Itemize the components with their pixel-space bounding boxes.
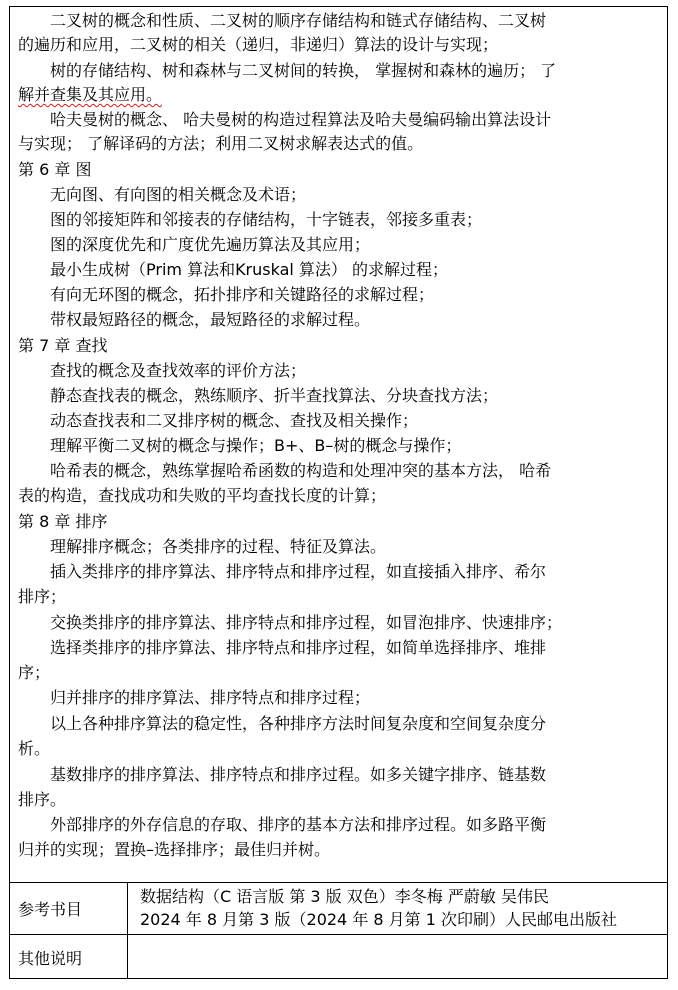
content-line: 最小生成树（Prim 算法和Kruskal 算法） 的求解过程； xyxy=(18,260,449,279)
content-line: 哈希表的概念，熟练掌握哈希函数的构造和处理冲突的基本方法， 哈希 xyxy=(18,461,552,480)
content-line: 选择类排序的排序算法、排序特点和排序过程，如简单选择排序、堆排 xyxy=(18,638,547,657)
reference-edition-line: 2024 年 8 月第 3 版（2024 年 8 月第 1 次印刷）人民邮电出版社 xyxy=(140,910,618,929)
chapter-heading: 第 7 章 查找 xyxy=(18,336,108,355)
content-line: 表的构造，查找成功和失败的平均查找长度的计算； xyxy=(18,486,387,505)
content-line: 静态查找表的概念，熟练顺序、折半查找算法、分块查找方法； xyxy=(18,386,499,405)
content-line: 树的存储结构、树和森林与二叉树间的转换， 掌握树和森林的遍历； 了 xyxy=(18,61,557,80)
content-line: 理解排序概念；各类排序的过程、特征及算法。 xyxy=(18,537,387,556)
content-line: 图的邻接矩阵和邻接表的存储结构，十字链表，邻接多重表； xyxy=(18,210,483,229)
content-line: 序； xyxy=(18,663,51,682)
references-row xyxy=(10,883,667,935)
content-line: 无向图、有向图的相关概念及术语； xyxy=(18,185,307,204)
content-line: 二叉树的概念和性质、二叉树的顺序存储结构和链式存储结构、二叉树 xyxy=(18,11,547,30)
content-line: 归并排序的排序算法、排序特点和排序过程； xyxy=(18,688,371,707)
content-line: 基数排序的排序算法、排序特点和排序过程。如多关键字排序、链基数 xyxy=(18,765,547,784)
content-line: 图的深度优先和广度优先遍历算法及其应用； xyxy=(18,235,371,254)
syllabus-content-cell xyxy=(10,7,667,883)
content-line: 插入类排序的排序算法、排序特点和排序过程，如直接插入排序、希尔 xyxy=(18,562,547,581)
content-line: 归并的实现；置换–选择排序；最佳归并树。 xyxy=(18,840,331,859)
content-line: 与实现； 了解译码的方法；利用二叉树求解表达式的值。 xyxy=(18,134,424,153)
chapter-heading: 第 6 章 图 xyxy=(18,160,92,179)
references-label: 参考书目 xyxy=(10,883,128,934)
content-line: 以上各种排序算法的稳定性，各种排序方法时间复杂度和空间复杂度分 xyxy=(18,714,547,733)
content-line: 交换类排序的排序算法、排序特点和排序过程，如冒泡排序、快速排序； xyxy=(18,613,563,632)
content-line: 动态查找表和二叉排序树的概念、查找及相关操作； xyxy=(18,411,419,430)
content-line: 排序； xyxy=(18,587,67,606)
content-line: 解并查集及其应用。 xyxy=(18,85,163,104)
content-line: 带权最短路径的概念，最短路径的求解过程。 xyxy=(18,310,371,329)
syllabus-table xyxy=(9,6,668,979)
content-line: 排序。 xyxy=(18,790,67,809)
reference-book-line: 数据结构（C 语言版 第 3 版 双色）李冬梅 严蔚敏 吴伟民 xyxy=(140,887,549,906)
content-line: 外部排序的外存信息的存取、排序的基本方法和排序过程。如多路平衡 xyxy=(18,815,547,834)
content-line: 查找的概念及查找效率的评价方法； xyxy=(18,361,307,380)
content-line: 析。 xyxy=(18,739,51,758)
content-line: 有向无环图的概念，拓扑排序和关键路径的求解过程； xyxy=(18,285,435,304)
other-notes-row xyxy=(10,935,667,979)
chapter-heading: 第 8 章 排序 xyxy=(18,512,108,531)
content-line: 的遍历和应用，二叉树的相关（递归，非递归）算法的设计与实现； xyxy=(18,35,499,54)
other-notes-label: 其他说明 xyxy=(10,935,128,979)
content-line: 哈夫曼树的概念、 哈夫曼树的构造过程算法及哈夫曼编码输出算法设计 xyxy=(18,110,552,129)
content-line: 理解平衡二叉树的概念与操作；B+、B–树的概念与操作； xyxy=(18,436,462,455)
